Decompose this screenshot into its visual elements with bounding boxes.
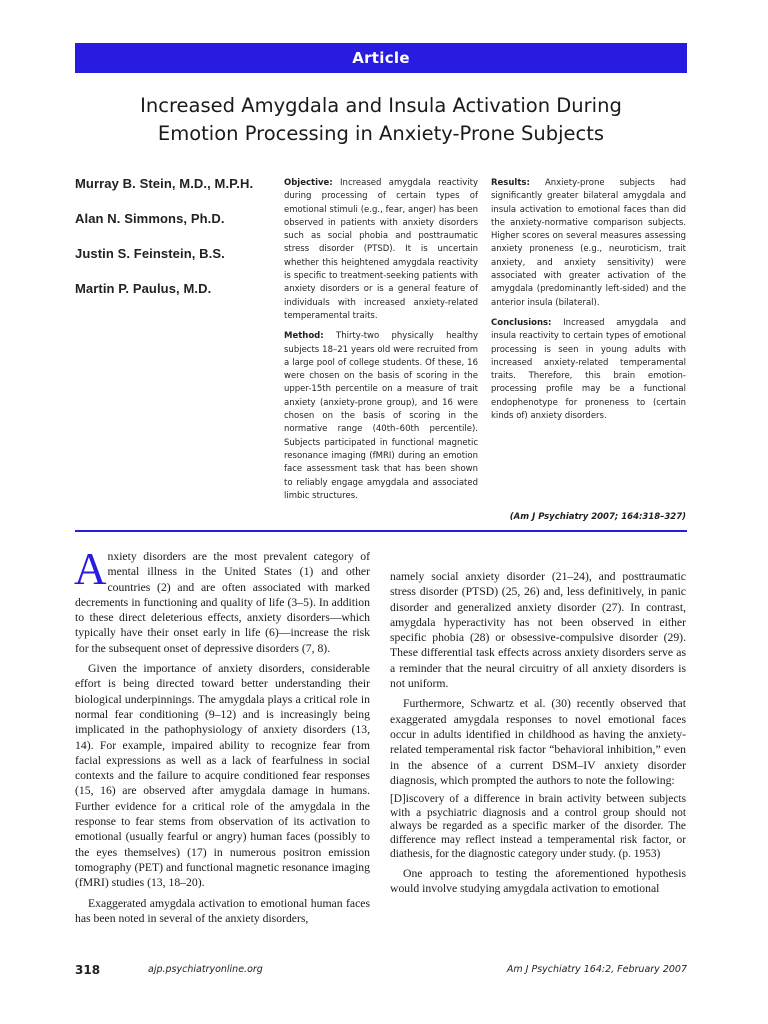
abstract-method bbox=[284, 330, 478, 503]
abstract-conclusions bbox=[491, 317, 686, 423]
drop-cap: A bbox=[74, 544, 107, 594]
results-label: Results: bbox=[491, 178, 530, 188]
author-list bbox=[75, 176, 275, 316]
conclusions-text: Increased amygdala and insula reactivity to certain types of emotional processing is seen in young adults with increased anxiety-related temperamental traits. Therefore, this brain emotion-processing profile may be a functional endophenotype for proneness to (certain kinds of) anxiety disorders. bbox=[491, 317, 687, 422]
block-quote: [D]iscovery of a difference in brain activity between subjects with a psychiatric diagnosis and a control group should not always be regarded as a specific marker of the disorder. The difference may reflect instead a temperamental risk factor, or diathesis, for the diagnostic category under study. (p. 1953) bbox=[390, 793, 686, 860]
article-banner bbox=[75, 43, 687, 73]
objective-label: Objective: bbox=[284, 178, 333, 188]
article-title bbox=[75, 92, 687, 148]
author-2: Alan N. Simmons, Ph.D. bbox=[75, 211, 225, 226]
banner-label: Article bbox=[352, 49, 410, 67]
objective-text: Increased amygdala reactivity during processing of certain types of emotional stimuli (e.g., fear, anger) has been observed in patients with anxiety disorders such as social phobia and posttraumatic stress disorder (PTSD). It is uncertain whether this heightened amygdala reactivity is specific to treatment-seeking patients with anxiety disorders or is a general feature of individuals with increased anxiety-related temperamental traits. bbox=[284, 178, 479, 321]
conclusions-label: Conclusions: bbox=[491, 317, 552, 328]
journal-website: ajp.psychiatryonline.org bbox=[148, 964, 263, 975]
body-column-1 bbox=[74, 544, 370, 931]
paragraph-1-text: nxiety disorders are the most prevalent category of mental illness in the United States (1) and other countries (2) and are often associated with marked decrements in functioning and quality of life (3–5). In addition to these direct deleterious effects, anxiety disorders—which typically have their onset early in life (6)—increase the risk for the subsequent onset of depressive disorders (7, 8). bbox=[75, 550, 370, 655]
method-text: Thirty-two physically healthy subjects 18–21 years old were recruited from a large pool of college students. Of these, 16 were chosen on the basis of scoring in the upper-15th percentile on a measure of trait anxiety (anxiety-prone group), and 16 were chosen on the basis of scoring in the normative range (40th–60th percentile). Subjects participated in functional magnetic resonance imaging (fMRI) during an emotion face assessment task that has been shown to reliably engage amygdala and associated limbic structures. bbox=[284, 331, 479, 501]
abstract-column-1 bbox=[284, 177, 478, 510]
results-text: Anxiety-prone subjects had significantly greater bilateral amygdala and insula activation to emotional faces than did the anxiety-normative comparison subjects. Higher scores on several measures assessing anxiety proneness (e.g., neuroticism, trait anxiety, and anxiety sensitivity) were associated with greater activation of the amygdala (predominantly left-sided) and the anterior insula (bilateral). bbox=[491, 178, 686, 308]
author-3: Justin S. Feinstein, B.S. bbox=[75, 246, 225, 261]
body-column-2 bbox=[390, 569, 686, 902]
abstract-objective bbox=[284, 177, 478, 323]
body-paragraph-6: One approach to testing the aforementioned hypothesis would involve studying amygdala activation to emotional bbox=[390, 867, 686, 896]
page-footer bbox=[75, 963, 687, 979]
abstract-column-2 bbox=[491, 177, 686, 430]
section-divider bbox=[75, 530, 687, 532]
body-paragraph-3: Exaggerated amygdala activation to emotional human faces has been noted in several of the anxiety disorders, bbox=[75, 896, 370, 925]
author-4: Martin P. Paulus, M.D. bbox=[75, 281, 212, 296]
title-line-1: Increased Amygdala and Insula Activation During bbox=[140, 94, 622, 117]
abstract-results bbox=[491, 177, 686, 310]
author-1: Murray B. Stein, M.D., M.P.H. bbox=[75, 176, 254, 191]
title-line-2: Emotion Processing in Anxiety-Prone Subjects bbox=[157, 122, 605, 145]
body-paragraph-1 bbox=[74, 544, 370, 656]
journal-citation: (Am J Psychiatry 2007; 164:318–327) bbox=[509, 512, 686, 522]
body-paragraph-4: namely social anxiety disorder (21–24), and posttraumatic stress disorder (PTSD) (25, 26) and, less definitively, in panic disorder and generalized anxiety disorder (27). In contrast, amygdala hyperactivity has not been observed in either specific phobia (28) or obsessive-compulsive disorder (29). These differential task effects across anxiety disorders serve as a reminder that the neural circuitry of all anxiety disorders is not uniform. bbox=[390, 570, 686, 691]
body-paragraph-5: Furthermore, Schwartz et al. (30) recently observed that exaggerated amygdala responses to novel emotional faces occur in adults identified in childhood as having the anxiety-related temperamental risk factor “behavioral inhibition,” even in the absence of a current DSM–IV anxiety disorder diagnosis, which prompted the authors to note the following: bbox=[390, 697, 686, 787]
page-number: 318 bbox=[75, 963, 101, 977]
body-paragraph-2: Given the importance of anxiety disorders, considerable effort is being directed toward better understanding their biological underpinnings. The amygdala plays a critical role in normal fear conditioning (9–12) and is increasingly being implicated in the pathophysiology of anxiety disorders (13, 14). For example, impaired ability to recognize fear from facial expressions as well as a lack of fearfulness in social contexts and the failure to acquire conditioned fear responses (15, 16) are observed after amygdala damage in humans. Further evidence for a critical role of the amygdala in the response to fear stems from observation of its activation to emotional (usually fearful or angry) human faces (possibly to the eyes themselves) (17) in numerous positron emission tomography (PET) and functional magnetic resonance imaging (fMRI) studies (13, 18–20). bbox=[75, 662, 370, 890]
journal-issue: Am J Psychiatry 164:2, February 2007 bbox=[506, 964, 687, 975]
method-label: Method: bbox=[284, 331, 324, 342]
